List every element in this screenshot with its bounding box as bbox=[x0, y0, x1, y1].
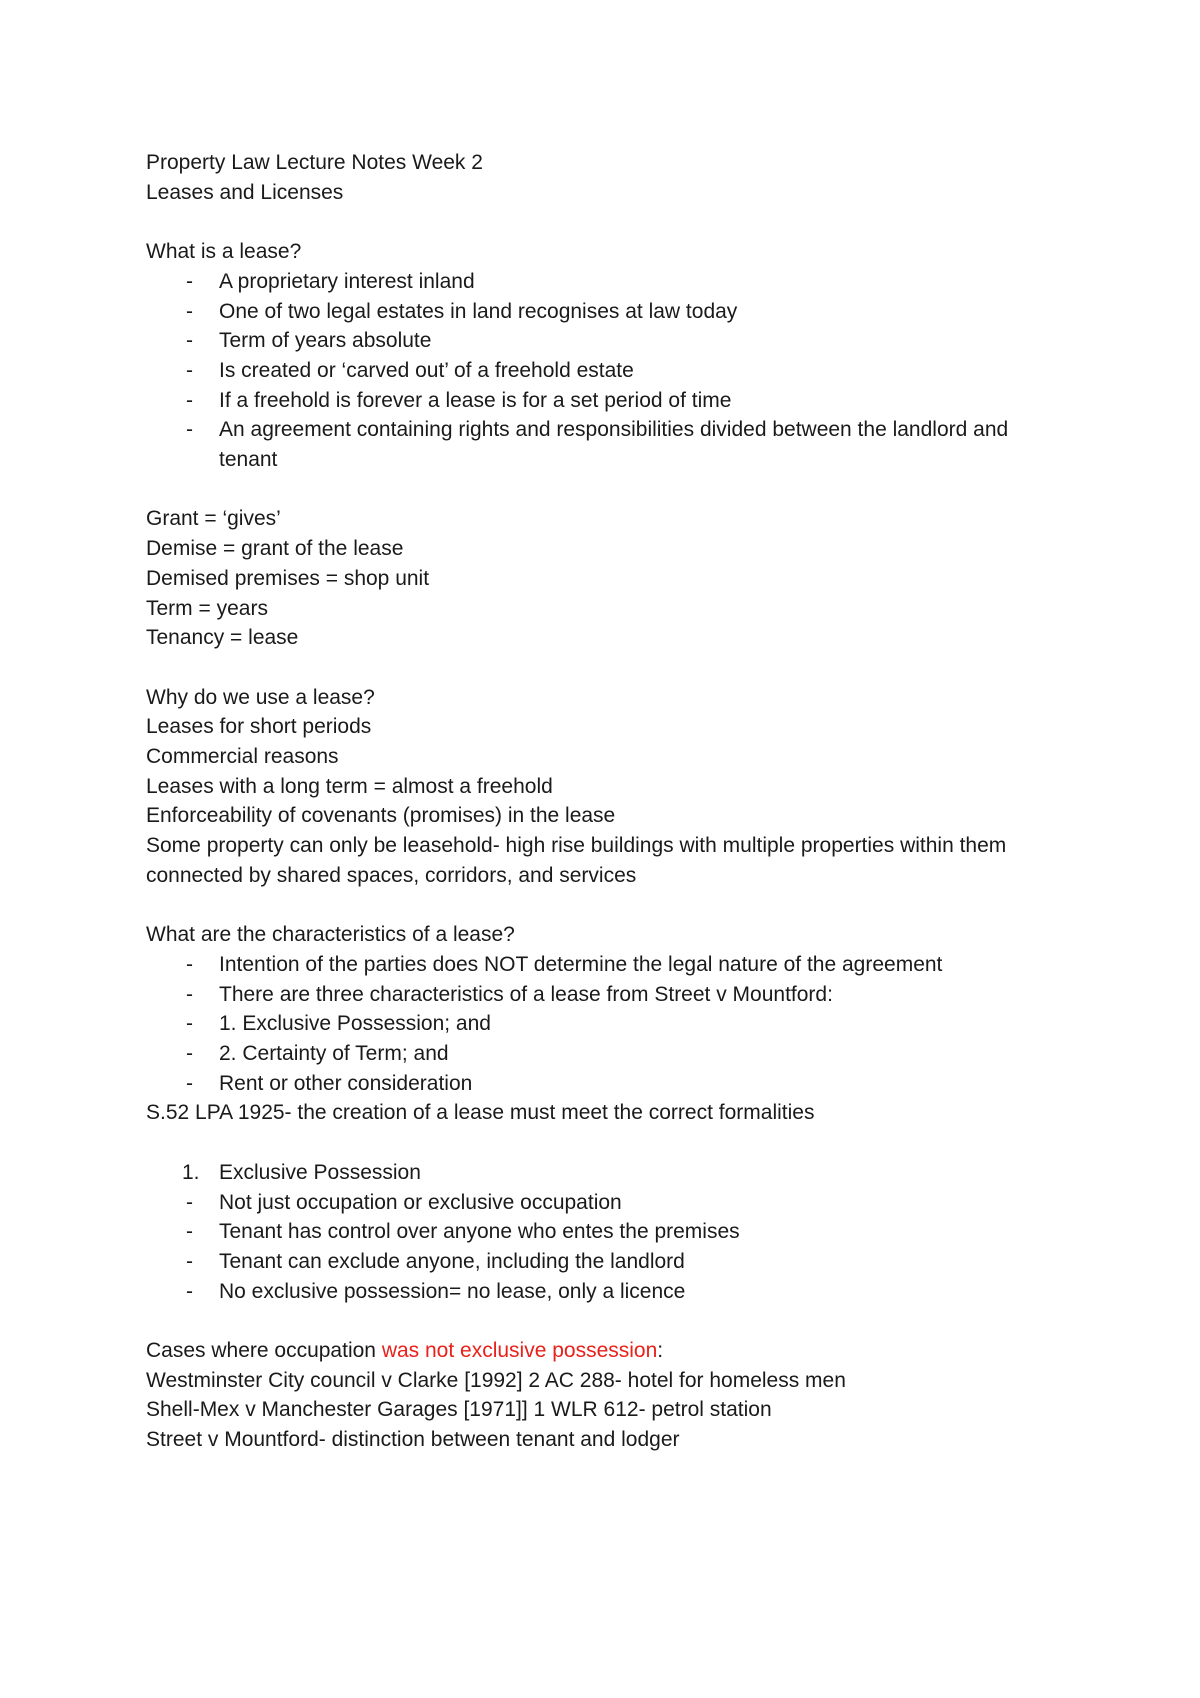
section-heading-exclusive-possession: Exclusive Possession bbox=[219, 1160, 421, 1184]
characteristics-list bbox=[146, 950, 1066, 1099]
spacer bbox=[146, 1128, 1066, 1158]
reason-line: Some property can only be leasehold- high rise buildings with multiple properties within them connected by shared spaces, corridors, and services bbox=[146, 834, 1007, 887]
spacer bbox=[146, 1306, 1066, 1336]
list-item: - Term of years absolute bbox=[146, 326, 1066, 356]
list-item: - One of two legal estates in land recognises at law today bbox=[146, 297, 1066, 327]
reason-line: Leases with a long term = almost a freehold bbox=[146, 774, 553, 798]
exclusive-possession-list bbox=[146, 1188, 1066, 1307]
list-item: - If a freehold is forever a lease is for a set period of time bbox=[146, 386, 1066, 416]
definition-line: Demise = grant of the lease bbox=[146, 537, 404, 561]
cases-heading-highlight: was not exclusive possession bbox=[381, 1339, 658, 1363]
list-item: - A proprietary interest inland bbox=[146, 267, 1066, 297]
list-item: - 2. Certainty of Term; and bbox=[146, 1039, 1066, 1069]
definition-line: Tenancy = lease bbox=[146, 626, 299, 650]
reason-line: Leases for short periods bbox=[146, 715, 372, 739]
document-body bbox=[146, 148, 1066, 1455]
what-is-lease-list bbox=[146, 267, 1066, 475]
spacer bbox=[146, 891, 1066, 921]
section-heading-characteristics: What are the characteristics of a lease? bbox=[146, 923, 515, 947]
definition-line: Demised premises = shop unit bbox=[146, 566, 430, 590]
section-heading-cases bbox=[146, 1336, 1066, 1366]
cases-heading-suffix: : bbox=[657, 1339, 664, 1363]
list-item: - Intention of the parties does NOT determine the legal nature of the agreement bbox=[146, 950, 1066, 980]
cases-heading-prefix: Cases where occupation bbox=[146, 1339, 382, 1363]
list-number: 1. bbox=[182, 1160, 200, 1184]
section-heading-why-use-lease: Why do we use a lease? bbox=[146, 685, 375, 709]
statute-note: S.52 LPA 1925- the creation of a lease must meet the correct formalities bbox=[146, 1101, 815, 1125]
list-item: - Tenant can exclude anyone, including the landlord bbox=[146, 1247, 1066, 1277]
numbered-item bbox=[146, 1158, 1066, 1188]
reason-line: Commercial reasons bbox=[146, 745, 339, 769]
section-heading-what-is-lease: What is a lease? bbox=[146, 240, 302, 264]
list-item: - Is created or ‘carved out’ of a freehold estate bbox=[146, 356, 1066, 386]
exclusive-possession-numbered-list bbox=[146, 1158, 1066, 1188]
list-item: - 1. Exclusive Possession; and bbox=[146, 1009, 1066, 1039]
document-subtitle: Leases and Licenses bbox=[146, 180, 344, 204]
reason-line: Enforceability of covenants (promises) in the lease bbox=[146, 804, 616, 828]
case-citation: Street v Mountford- distinction between tenant and lodger bbox=[146, 1428, 680, 1452]
list-item: - No exclusive possession= no lease, only a licence bbox=[146, 1277, 1066, 1307]
definition-line: Grant = ‘gives’ bbox=[146, 507, 281, 531]
case-citation: Westminster City council v Clarke [1992] 2 AC 288- hotel for homeless men bbox=[146, 1368, 846, 1392]
document-title: Property Law Lecture Notes Week 2 bbox=[146, 151, 483, 174]
list-item: - There are three characteristics of a lease from Street v Mountford: bbox=[146, 980, 1066, 1010]
list-item: - An agreement containing rights and responsibilities divided between the landlord and tenant bbox=[146, 415, 1066, 474]
spacer bbox=[146, 207, 1066, 237]
case-citation: Shell-Mex v Manchester Garages [1971]] 1 WLR 612- petrol station bbox=[146, 1398, 772, 1422]
list-item: - Tenant has control over anyone who entes the premises bbox=[146, 1217, 1066, 1247]
definition-line: Term = years bbox=[146, 596, 268, 620]
spacer bbox=[146, 653, 1066, 683]
list-item: - Not just occupation or exclusive occupation bbox=[146, 1188, 1066, 1218]
list-item: - Rent or other consideration bbox=[146, 1069, 1066, 1099]
spacer bbox=[146, 475, 1066, 505]
